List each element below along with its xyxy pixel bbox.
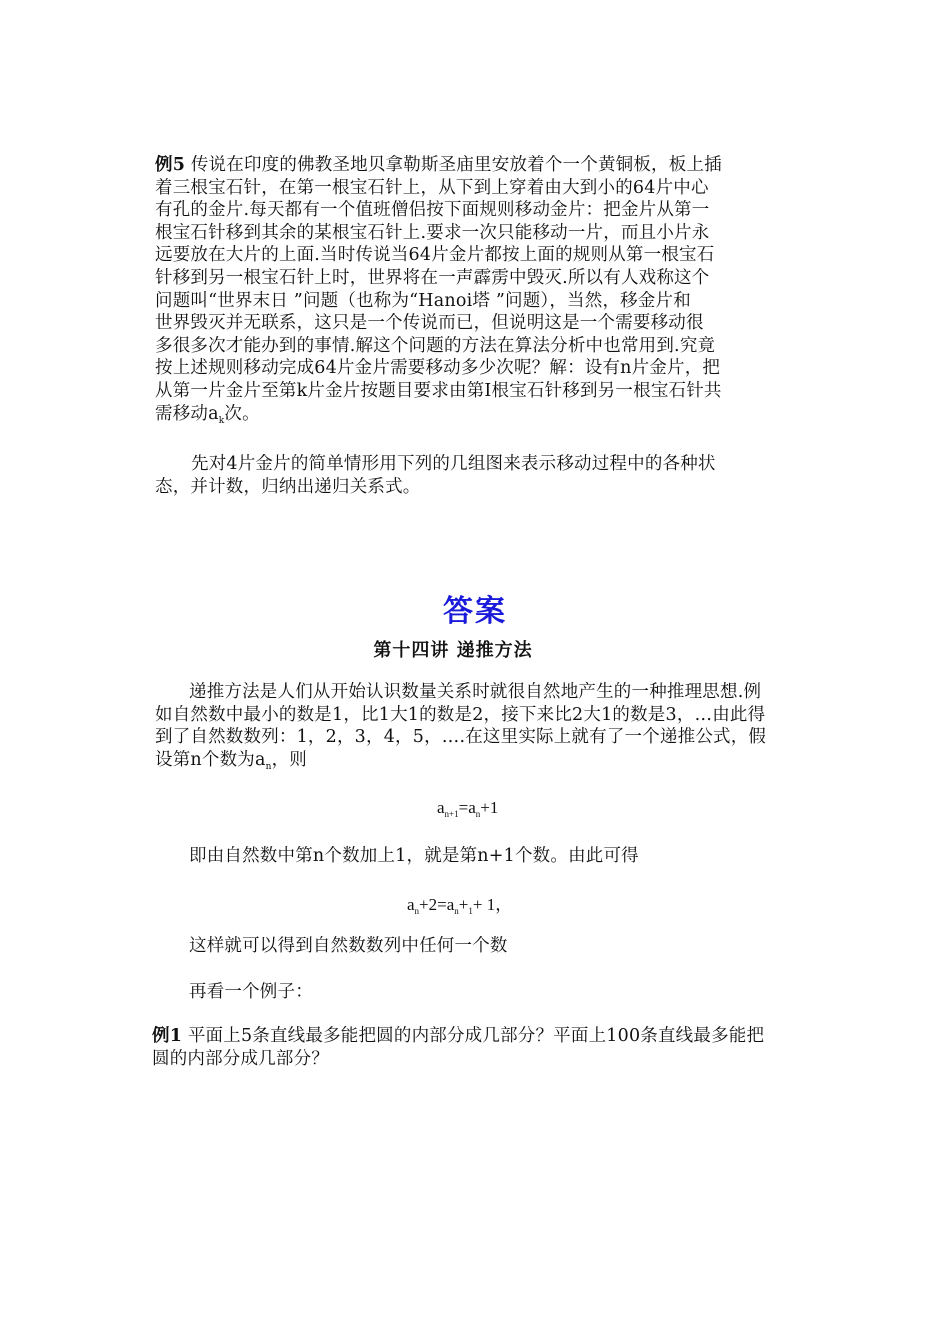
recursion-line-4: 设第n个数为$a_n$，则 <box>155 749 308 772</box>
example-5-line-4: 根宝石针移到其余的某根宝石针上.要求一次只能移动一片，而且小片永 <box>155 222 710 243</box>
example-5-line-12: 需移动$a_k$次。 <box>155 403 260 426</box>
formula-2: $a_n+2=a_n+_1+ 1$， <box>407 895 513 916</box>
lecture-title: 第十四讲 递推方法 <box>373 640 533 661</box>
example-5-line-10: 按上述规则移动完成64片金片需要移动多少次呢？解：设有n片金片，把 <box>155 358 721 379</box>
example-1-block <box>152 1025 764 1070</box>
example-1-line-1: 例1 平面上5条直线最多能把圆的内部分成几部分？平面上100条直线最多能把 <box>152 1026 765 1046</box>
intro-paragraph <box>155 453 716 498</box>
example-1-line-2: 圆的内部分成几部分？ <box>152 1048 329 1069</box>
answer-heading: 答案 <box>443 594 507 629</box>
example-5-line-1: 例5 传说在印度的佛教圣地贝拿勒斯圣庙里安放着个一个黄铜板，板上插 <box>155 155 722 175</box>
example-5-line-3: 有孔的金片.每天都有一个值班僧侣按下面规则移动金片：把金片从第一 <box>155 200 710 221</box>
formula-1: $a_{n+1}=a_n+1$ <box>437 798 499 819</box>
recursion-line-1: 递推方法是人们从开始认识数量关系时就很自然地产生的一种推理思想.例 <box>189 682 762 702</box>
example-5-line-7: 问题叫“世界末日 ”问题（也称为“Hanoi塔 ”问题），当然，移金片和 <box>155 290 691 311</box>
example-5-line-8: 世界毁灭并无联系，这只是一个传说而已，但说明这是一个需要移动很 <box>155 313 704 334</box>
example-5-line-5: 远要放在大片的上面.当时传说当64片金片都按上面的规则从第一根宝石 <box>155 245 715 266</box>
example-5-line-6: 针移到另一根宝石针上时，世界将在一声霹雳中毁灭.所以有人戏称这个 <box>155 267 710 288</box>
example-5-line-2: 着三根宝石针，在第一根宝石针上，从下到上穿着由大到小的64片中心 <box>155 177 709 198</box>
example-5-line-9: 多很多次才能办到的事情.解这个问题的方法在算法分析中也常用到.究竟 <box>155 335 716 356</box>
recursion-line-2: 如自然数中最小的数是1，比1大1的数是2，接下来比2大1的数是3，…由此得 <box>155 704 766 725</box>
intro-line-1: 先对4片金片的简单情形用下列的几组图来表示移动过程中的各种状 <box>191 454 716 474</box>
sentence-1: 即由自然数中第n个数加上1，就是第n+1个数。由此可得 <box>189 846 639 866</box>
example-5-block <box>155 154 722 432</box>
sentence-2: 这样就可以得到自然数数列中任何一个数 <box>189 936 508 956</box>
recursion-line-3: 到了自然数数列：1，2，3，4，5，….在这里实际上就有了一个递推公式，假 <box>155 727 767 748</box>
recursion-paragraph <box>155 681 766 778</box>
intro-line-2: 态，并计数，归纳出递归关系式。 <box>155 476 421 497</box>
sentence-3: 再看一个例子： <box>189 982 313 1002</box>
example-1-label: 例1 <box>152 1026 183 1046</box>
example-5-label: 例5 <box>155 155 186 175</box>
example-5-line-11: 从第一片金片至第k片金片按题目要求由第I根宝石针移到另一根宝石针共 <box>155 380 722 401</box>
